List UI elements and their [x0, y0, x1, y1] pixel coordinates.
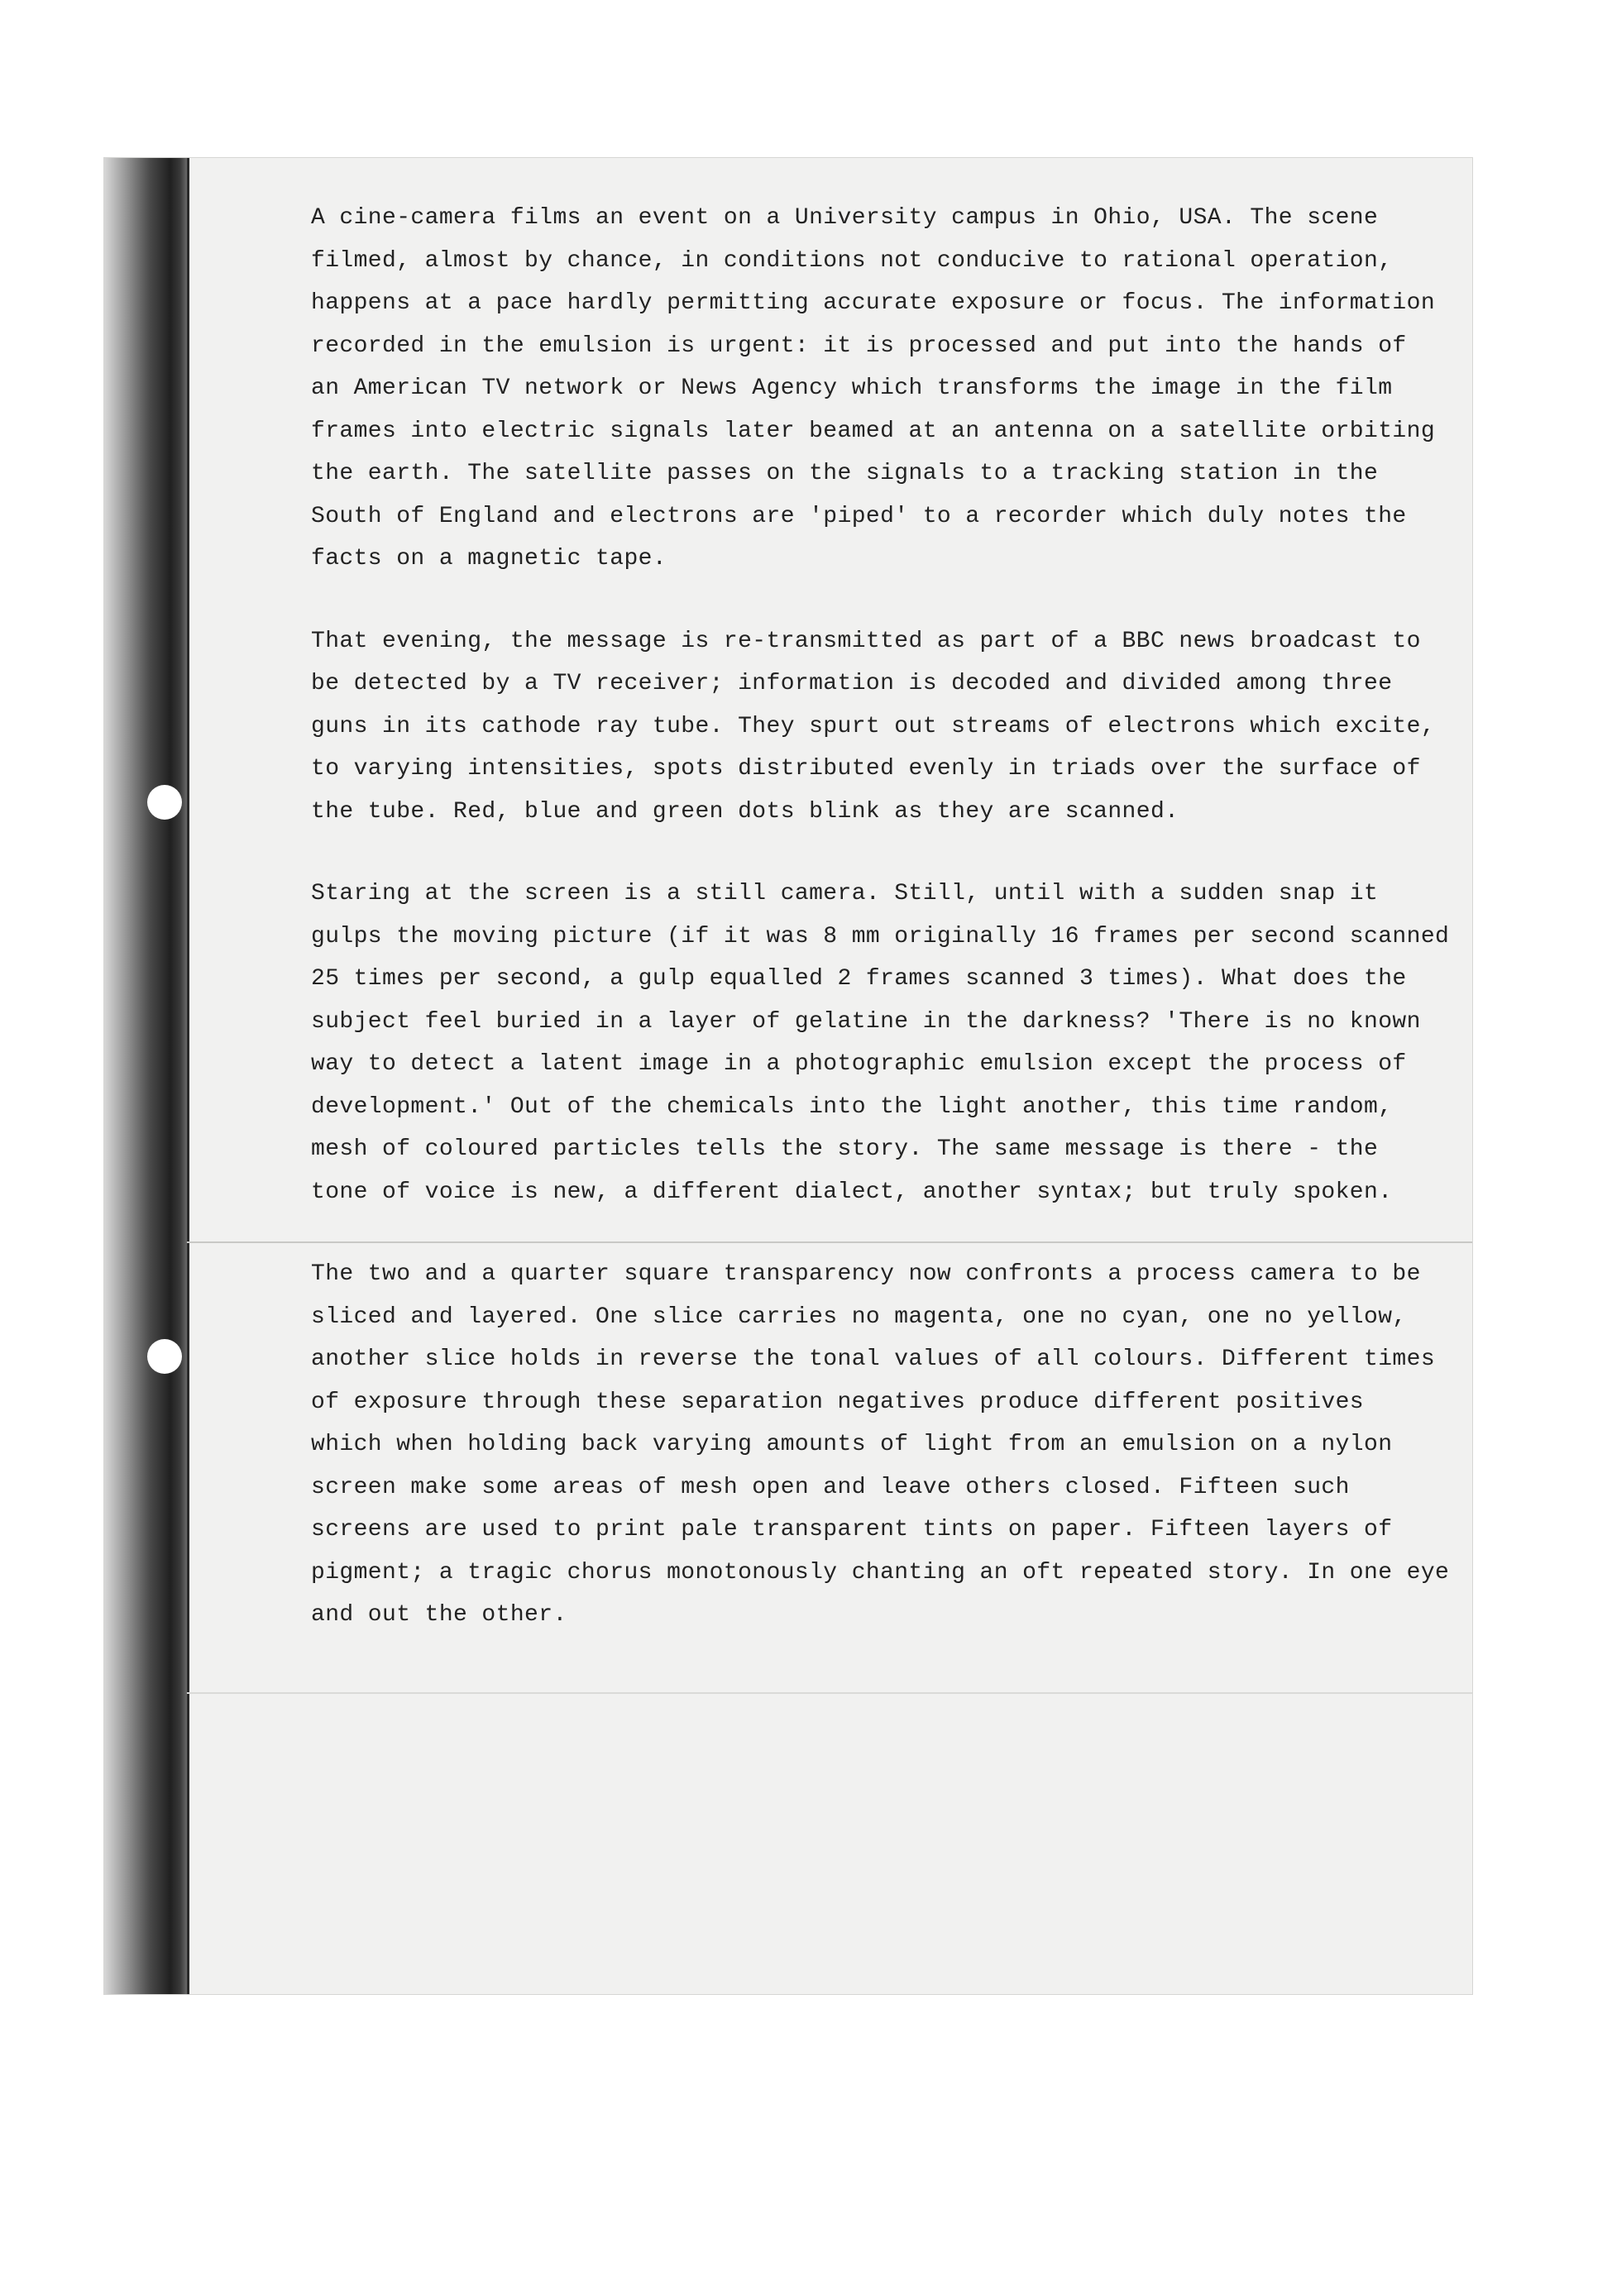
binder-edge: [187, 158, 189, 1994]
punch-hole-top: [147, 785, 182, 820]
punch-hole-bottom: [147, 1339, 182, 1374]
binder-spine: [104, 158, 187, 1994]
paragraph-process-camera: The two and a quarter square transparency now confronts a process camera to be sliced and layered. One slice carries no magenta, one no cyan, one no yellow, another slice holds in reverse the tonal values of all colours. Different times of exposure through these separation negatives produce different positives which when holding back varying amounts of light from an emulsion on a nylon screen make some areas of mesh open and leave others closed. Fifteen such screens are used to print pale transparent tints on paper. Fifteen layers of pigment; a tragic chorus monotonously chanting an oft repeated story. In one eye and out the other.: [311, 1261, 1450, 1628]
document-body: [311, 197, 1461, 1677]
typewritten-page: [103, 157, 1473, 1995]
paragraph-broadcast: That evening, the message is re-transmitted as part of a BBC news broadcast to be detected by a TV receiver; information is decoded and divided among three guns in its cathode ray tube. They spurt out streams of electrons which excite, to varying intensities, spots distributed evenly in triads over the surface of the tube. Red, blue and green dots blink as they are scanned.: [311, 628, 1436, 825]
paragraph-cine-camera: A cine-camera films an event on a University campus in Ohio, USA. The scene filmed, almost by chance, in conditions not conducive to rational operation, happens at a pace hardly permitting accurate exposure or focus. The information recorded in the emulsion is urgent: it is processed and put into the hands of an American TV network or News Agency which transforms the image in the film frames into electric signals later beamed at an antenna on a satellite orbiting the earth. The satellite passes on the signals to a tracking station in the South of England and electrons are 'piped' to a recorder which duly notes the facts on a magnetic tape.: [311, 205, 1436, 572]
paper-fold-line: [187, 1692, 1472, 1694]
paragraph-still-camera: Staring at the screen is a still camera. Still, until with a sudden snap it gulps the moving picture (if it was 8 mm originally 16 frames per second scanned 25 times per second, a gulp equalled 2 frames scanned 3 times). What does the subject feel buried in a layer of gelatine in the darkness? 'There is no known way to detect a latent image in a photographic emulsion except the process of development.' Out of the chemicals into the light another, this time random, mesh of coloured particles tells the story. The same message is there - the tone of voice is new, a different dialect, another syntax; but truly spoken.: [311, 881, 1450, 1205]
